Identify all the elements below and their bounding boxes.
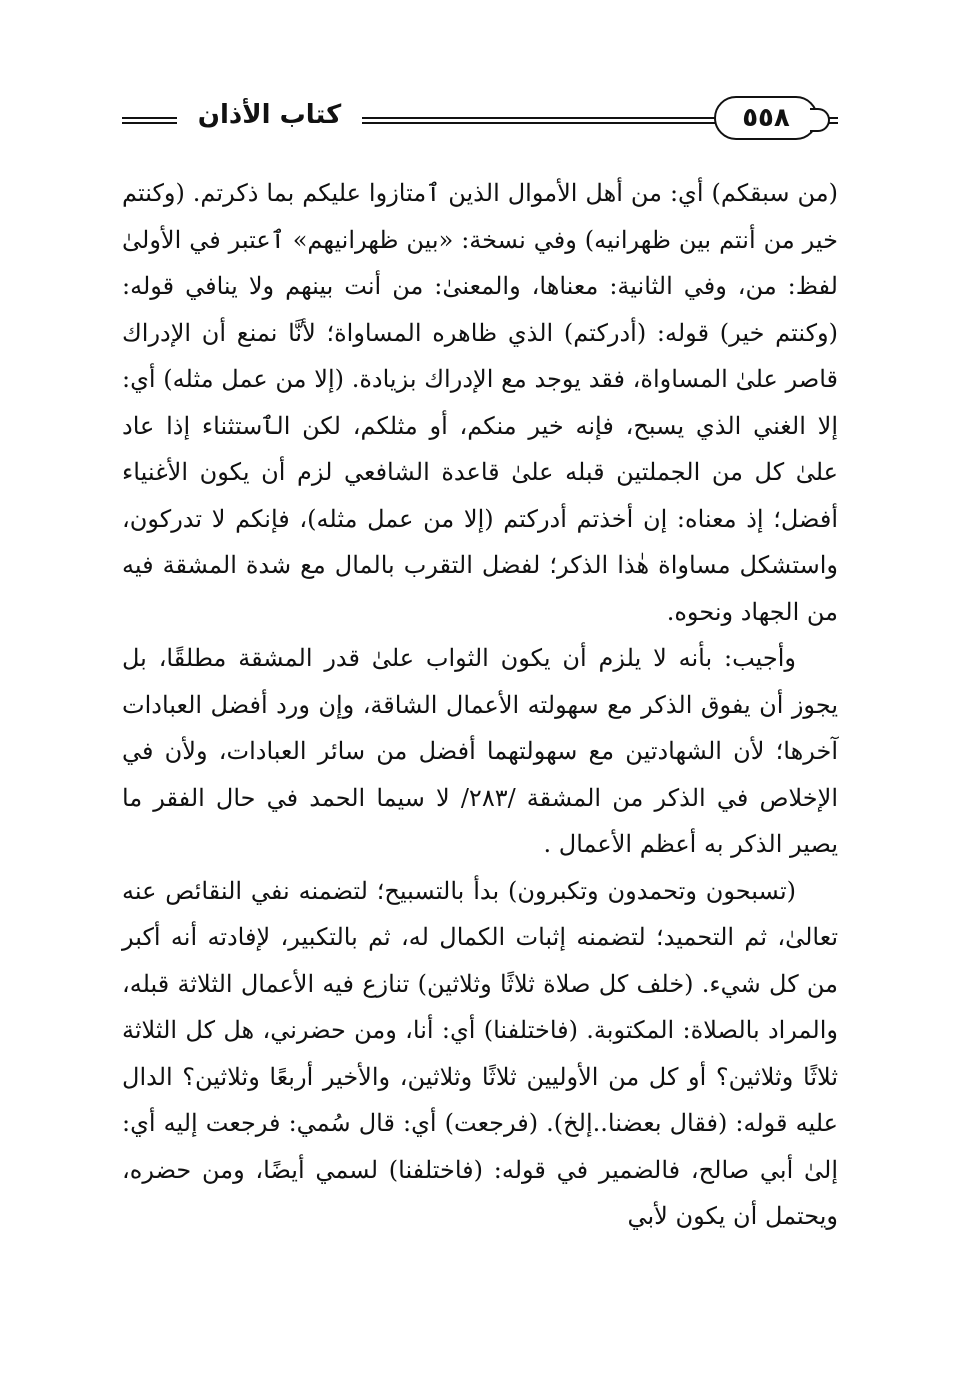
running-title: كتاب الأذان	[182, 100, 357, 130]
body-text	[122, 170, 838, 1240]
page-number-badge	[714, 96, 818, 140]
header-rule-left	[122, 117, 177, 124]
page-header	[122, 92, 838, 146]
paragraph-1: (من سبقكم) أي: من أهل الأموال الذين ٱمتازوا عليكم بما ذكرتم. (وكنتم خير من أنتم بين ظهرانيه) وفي نسخة: «بين ظهرانيهم» ٱعتبر في الأولىٰ لفظ: من، وفي الثانية: معناها، والمعنىٰ: من أنت بينهم ولا ينافي قوله: (وكنتم خير) قوله: (أدركتم) الذي ظاهره المساواة؛ لأنَّا نمنع أن الإدراك قاصر علىٰ المساواة، فقد يوجد مع الإدراك بزيادة. (إلا من عمل مثله) أي: إلا الغني الذي يسبح، فإنه خير منكم، أو مثلكم، لكن الٱستثناء إذا عاد علىٰ كل من الجملتين قبله علىٰ قاعدة الشافعي لزم أن يكون الأغنياء أفضل؛ إذ معناه: إن أخذتم أدركتم (إلا من عمل مثله)، فإنكم لا تدركون، واستشكل مساواة هٰذا الذكر؛ لفضل التقرب بالمال مع شدة المشقة فيه من الجهاد ونحوه.	[122, 179, 839, 626]
paragraph-2: وأجيب: بأنه لا يلزم أن يكون الثواب علىٰ قدر المشقة مطلقًا، بل يجوز أن يفوق الذكر مع سهولته الأعمال الشاقة، وإن ورد أفضل العبادات آخرها؛ لأن الشهادتين مع سهولتهما أفضل من سائر العبادات، ولأن في الإخلاص في الذكر من المشقة /٢٨٣/ لا سيما الحمد في حال الفقر ما يصير الذكر به أعظم الأعمال .	[122, 644, 838, 858]
page-number: ٥٥٨	[742, 103, 790, 133]
paragraph-3: (تسبحون وتحمدون وتكبرون) بدأ بالتسبيح؛ لتضمنه نفي النقائص عنه تعالىٰ، ثم التحميد؛ لتضمنه إثبات الكمال له، ثم بالتكبير، لإفادته أنه أكبر من كل شيء. (خلف كل صلاة ثلاثًا وثلاثين) تنازع فيه الأعمال الثلاثة قبله، والمراد بالصلاة: المكتوبة. (فاختلفنا) أي: أنا، ومن حضرني، هل كل الثلاثة ثلاثًا وثلاثين؟ أو كل من الأوليين ثلاثًا وثلاثين، والأخير أربعًا وثلاثين؟ الدال عليه قوله: (فقال بعضنا..إلخ). (فرجعت) أي: قال سُمي: فرجعت إليه أي: إلىٰ أبي صالح، فالضمير في قوله: (فاختلفنا) لسمي أيضًا، ومن حضره، ويحتمل أن يكون لأبي	[122, 876, 838, 1230]
